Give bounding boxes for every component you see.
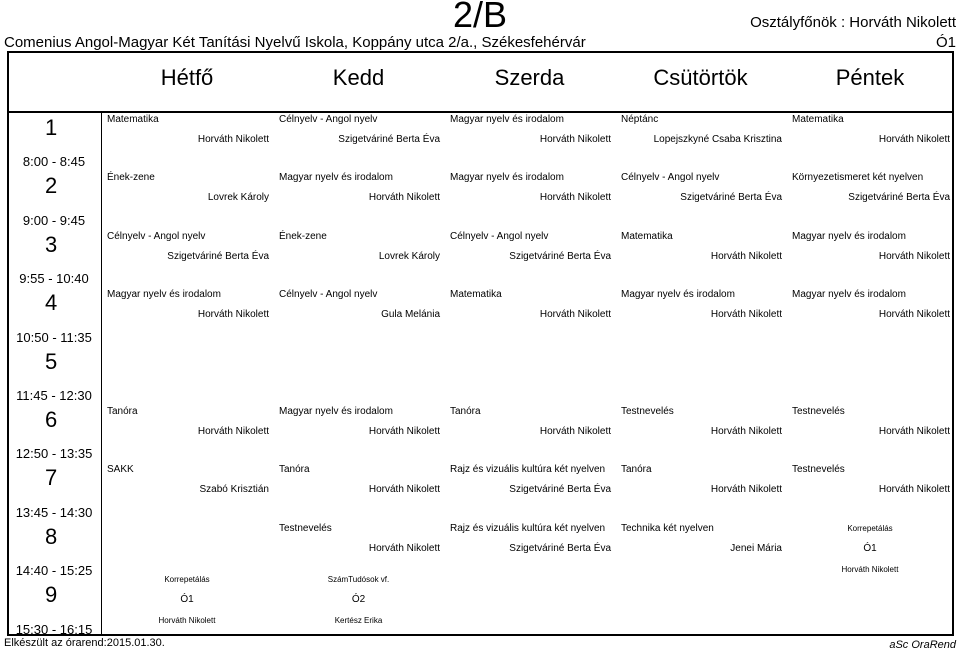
software-credit: aSc OraRend — [889, 639, 956, 651]
lesson-subject[interactable]: Magyar nyelv és irodalom — [450, 172, 564, 184]
lesson-subject[interactable]: Tanóra — [450, 406, 481, 417]
lesson-subject[interactable]: Magyar nyelv és irodalom — [279, 172, 393, 184]
lesson-subject[interactable]: Rajz és vizuális kultúra két nyelven — [450, 464, 606, 476]
lesson-teacher: Horváth Nikolett — [878, 484, 950, 496]
lesson-subject[interactable]: Magyar nyelv és irodalom — [107, 289, 221, 301]
day-header-2: Szerda — [494, 65, 565, 90]
mon_9-subject[interactable]: Korrepetálás — [164, 575, 210, 585]
period-number: 9 — [45, 582, 58, 608]
period-number: 4 — [45, 290, 58, 316]
lesson-teacher: Jenei Mária — [730, 542, 782, 554]
period-time: 11:45 - 12:30 — [16, 388, 92, 403]
period-number: 2 — [45, 173, 58, 199]
lesson-subject[interactable]: Magyar nyelv és irodalom — [792, 230, 906, 242]
lesson-teacher: Horváth Nikolett — [878, 309, 950, 321]
lesson-subject[interactable]: Technika két nyelven — [621, 522, 714, 534]
lesson-teacher: Horváth Nikolett — [368, 426, 440, 437]
lesson-teacher: Horváth Nikolett — [539, 426, 611, 437]
lesson-subject[interactable]: Néptánc — [621, 114, 659, 125]
lesson-subject[interactable]: Matematika — [792, 114, 844, 125]
lesson-subject[interactable]: Magyar nyelv és irodalom — [621, 289, 735, 301]
lesson-subject[interactable]: Magyar nyelv és irodalom — [279, 406, 393, 417]
lesson-teacher: Lovrek Károly — [378, 250, 440, 262]
mon_9-room: Ó1 — [180, 594, 194, 606]
lesson-subject[interactable]: Magyar nyelv és irodalom — [792, 289, 906, 301]
lesson-teacher: Horváth Nikolett — [197, 134, 269, 145]
lesson-teacher: Horváth Nikolett — [197, 309, 269, 321]
period-time: 15:30 - 16:15 — [15, 621, 93, 637]
lesson-teacher: Szigetváriné Berta Éva — [509, 250, 611, 262]
period-number: 5 — [45, 348, 58, 374]
mon_9-teacher: Horváth Nikolett — [158, 616, 216, 626]
lesson-teacher: Szigetváriné Berta Éva — [338, 134, 440, 145]
head-teacher: Osztályfőnök : Horváth Nikolett — [750, 14, 956, 31]
lesson-subject[interactable]: Testnevelés — [792, 406, 845, 417]
day-header-0: Hétfő — [160, 65, 214, 90]
lesson-teacher: Horváth Nikolett — [710, 309, 782, 321]
lesson-subject[interactable]: Testnevelés — [279, 522, 332, 534]
lesson-teacher: Szigetváriné Berta Éva — [680, 192, 782, 204]
period-number: 8 — [45, 523, 58, 549]
lesson-subject[interactable]: SAKK — [107, 464, 134, 476]
lesson-subject[interactable]: Ének-zene — [107, 172, 155, 184]
period-time: 14:40 - 15:25 — [15, 563, 93, 579]
lesson-teacher: Horváth Nikolett — [368, 484, 440, 496]
lesson-teacher: Horváth Nikolett — [539, 309, 611, 321]
lesson-subject[interactable]: Tanóra — [107, 406, 138, 417]
tue_9-subject[interactable]: SzámTudósok vf. — [327, 575, 390, 585]
home-room: Ó1 — [935, 34, 956, 51]
generated-date: Elkészült az órarend:2015.01.30. — [4, 637, 165, 649]
time-column-divider — [101, 111, 102, 636]
period-number: 3 — [45, 231, 58, 257]
day-header-4: Péntek — [835, 65, 905, 90]
lesson-subject[interactable]: Testnevelés — [792, 464, 845, 476]
lesson-subject[interactable]: Célnyelv - Angol nyelv — [107, 230, 206, 242]
friday-extra-room: Ó1 — [863, 542, 877, 554]
friday-extra-subject[interactable]: Korrepetálás — [847, 523, 893, 533]
lesson-subject[interactable]: Ének-zene — [279, 230, 327, 242]
lesson-subject[interactable]: Célnyelv - Angol nyelv — [279, 114, 378, 125]
period-time: 9:00 - 9:45 — [22, 212, 86, 228]
lesson-subject[interactable]: Tanóra — [621, 464, 652, 476]
lesson-teacher: Lovrek Károly — [207, 192, 269, 204]
lesson-teacher: Horváth Nikolett — [368, 192, 440, 204]
period-time: 13:45 - 14:30 — [15, 504, 93, 520]
period-time: 8:00 - 8:45 — [22, 154, 86, 170]
lesson-teacher: Horváth Nikolett — [878, 426, 950, 437]
lesson-teacher: Szigetváriné Berta Éva — [509, 542, 611, 554]
lesson-teacher: Horváth Nikolett — [878, 250, 950, 262]
lesson-subject[interactable]: Matematika — [450, 289, 502, 301]
lesson-teacher: Horváth Nikolett — [539, 134, 611, 145]
lesson-teacher: Szabó Krisztián — [199, 484, 269, 496]
period-number: 7 — [45, 465, 58, 491]
lesson-teacher: Szigetváriné Berta Éva — [509, 484, 611, 496]
lesson-teacher: Horváth Nikolett — [710, 426, 782, 437]
tue_9-teacher: Kertész Erika — [334, 616, 383, 626]
lesson-subject[interactable]: Rajz és vizuális kultúra két nyelven — [450, 522, 606, 534]
friday-extra-teacher: Horváth Nikolett — [841, 564, 899, 574]
tue_9-room: Ó2 — [351, 594, 366, 606]
school-name: Comenius Angol-Magyar Két Tanítási Nyelvű Iskola, Koppány utca 2/a., Székesfehérvár — [4, 34, 586, 51]
lesson-subject[interactable]: Testnevelés — [621, 406, 674, 417]
day-header-3: Csütörtök — [653, 65, 748, 90]
lesson-teacher: Horváth Nikolett — [539, 192, 611, 204]
lesson-subject[interactable]: Célnyelv - Angol nyelv — [450, 230, 549, 242]
period-time: 9:55 - 10:40 — [19, 271, 89, 287]
lesson-teacher: Szigetváriné Berta Éva — [848, 192, 950, 204]
lesson-teacher: Horváth Nikolett — [710, 484, 782, 496]
period-time: 10:50 - 11:35 — [16, 329, 92, 345]
lesson-teacher: Lopejszkyné Csaba Krisztina — [653, 134, 782, 145]
header-divider — [9, 111, 954, 113]
period-number: 1 — [45, 115, 58, 140]
lesson-teacher: Szigetváriné Berta Éva — [167, 250, 269, 262]
lesson-teacher: Horváth Nikolett — [197, 426, 269, 437]
lesson-subject[interactable]: Matematika — [621, 230, 673, 242]
period-number: 6 — [45, 407, 58, 432]
lesson-subject[interactable]: Tanóra — [279, 464, 310, 476]
lesson-teacher: Horváth Nikolett — [368, 542, 440, 554]
class-title: 2/B — [452, 0, 508, 35]
period-time: 12:50 - 13:35 — [15, 446, 93, 462]
lesson-teacher: Horváth Nikolett — [710, 250, 782, 262]
day-header-1: Kedd — [332, 65, 385, 90]
lesson-subject[interactable]: Matematika — [107, 114, 159, 125]
lesson-subject[interactable]: Környezetismeret két nyelven — [792, 172, 924, 184]
lesson-subject[interactable]: Magyar nyelv és irodalom — [450, 114, 564, 125]
lesson-teacher: Horváth Nikolett — [878, 134, 950, 145]
timetable-grid — [7, 51, 954, 636]
lesson-subject[interactable]: Célnyelv - Angol nyelv — [279, 289, 378, 301]
lesson-teacher: Gula Melánia — [381, 309, 440, 321]
lesson-subject[interactable]: Célnyelv - Angol nyelv — [621, 172, 720, 184]
